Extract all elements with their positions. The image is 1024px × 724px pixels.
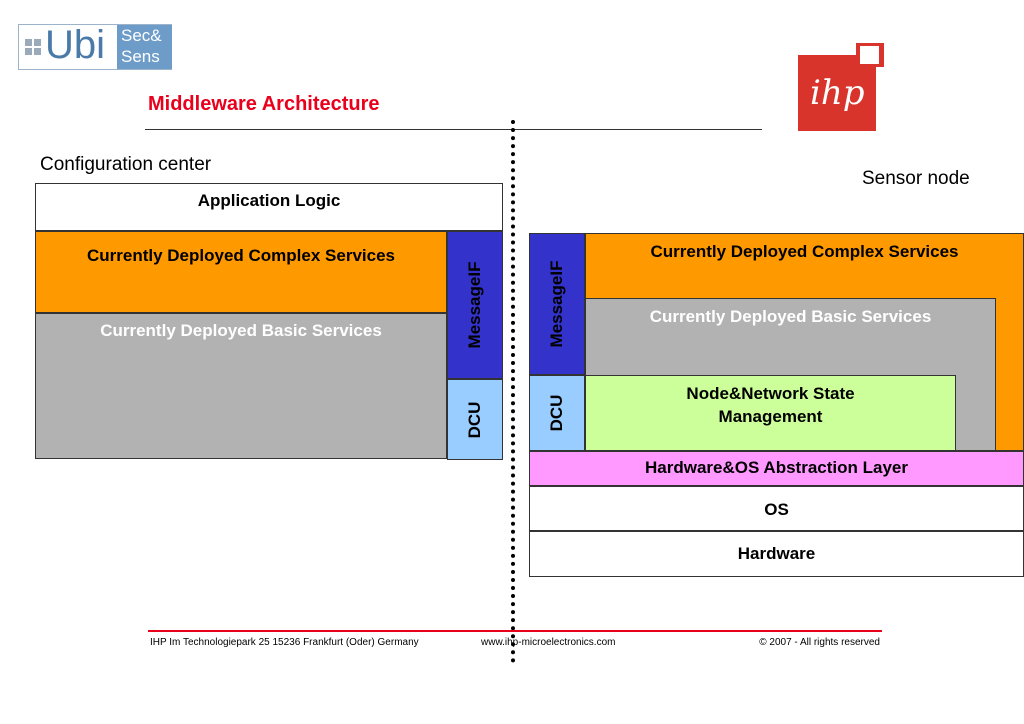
right-dcu-box — [529, 375, 585, 451]
config-center-heading: Configuration center — [40, 154, 212, 175]
left-dcu-label: DCU — [465, 401, 484, 438]
hal-label: Hardware&OS Abstraction Layer — [645, 458, 908, 477]
dotted-separator — [511, 120, 515, 663]
os-box — [529, 486, 1024, 531]
left-basic-services-box — [35, 313, 447, 459]
logo-grid-icon — [25, 39, 41, 55]
logo-main-text: Ubi — [45, 23, 106, 67]
footer-address: IHP Im Technologiepark 25 15236 Frankfurt (Oder) Germany — [150, 637, 419, 648]
footer-line — [148, 630, 882, 632]
logo-side-panel — [117, 25, 172, 69]
page-title: Middleware Architecture — [148, 93, 380, 115]
footer-copyright: © 2007 - All rights reserved — [759, 637, 880, 648]
application-logic-box — [35, 183, 503, 231]
os-label: OS — [764, 500, 789, 519]
left-complex-services-box — [35, 231, 447, 313]
logo-bottom-text: Sens — [121, 47, 160, 66]
title-underline — [145, 129, 762, 130]
right-messageif-label: MessageIF — [547, 260, 566, 348]
sensor-node-heading: Sensor node — [862, 168, 970, 189]
left-complex-services-label: Currently Deployed Complex Services — [86, 246, 395, 265]
hardware-box — [529, 531, 1024, 577]
application-logic-label: Application Logic — [197, 191, 341, 210]
right-dcu-label: DCU — [547, 394, 566, 432]
left-basic-services-label: Currently Deployed Basic Services — [100, 321, 382, 340]
footer-url[interactable]: www.ihp-microelectronics.com — [481, 637, 616, 648]
ihp-logo-mark: ihp — [810, 73, 865, 113]
ihp-logo — [798, 55, 876, 131]
state-management-label: Node&Network State Management — [686, 384, 855, 426]
left-dcu-box — [447, 379, 503, 460]
logo-top-text: Sec& — [121, 26, 162, 45]
state-management-box — [585, 375, 956, 451]
right-basic-services-label: Currently Deployed Basic Services — [649, 307, 932, 326]
ubisecsens-logo — [18, 24, 172, 70]
hal-box — [529, 451, 1024, 486]
left-messageif-label: MessageIF — [465, 261, 484, 349]
right-messageif-box — [529, 233, 585, 375]
hardware-label: Hardware — [737, 544, 816, 563]
left-messageif-box — [447, 231, 503, 379]
right-complex-services-label: Currently Deployed Complex Services — [650, 242, 959, 261]
